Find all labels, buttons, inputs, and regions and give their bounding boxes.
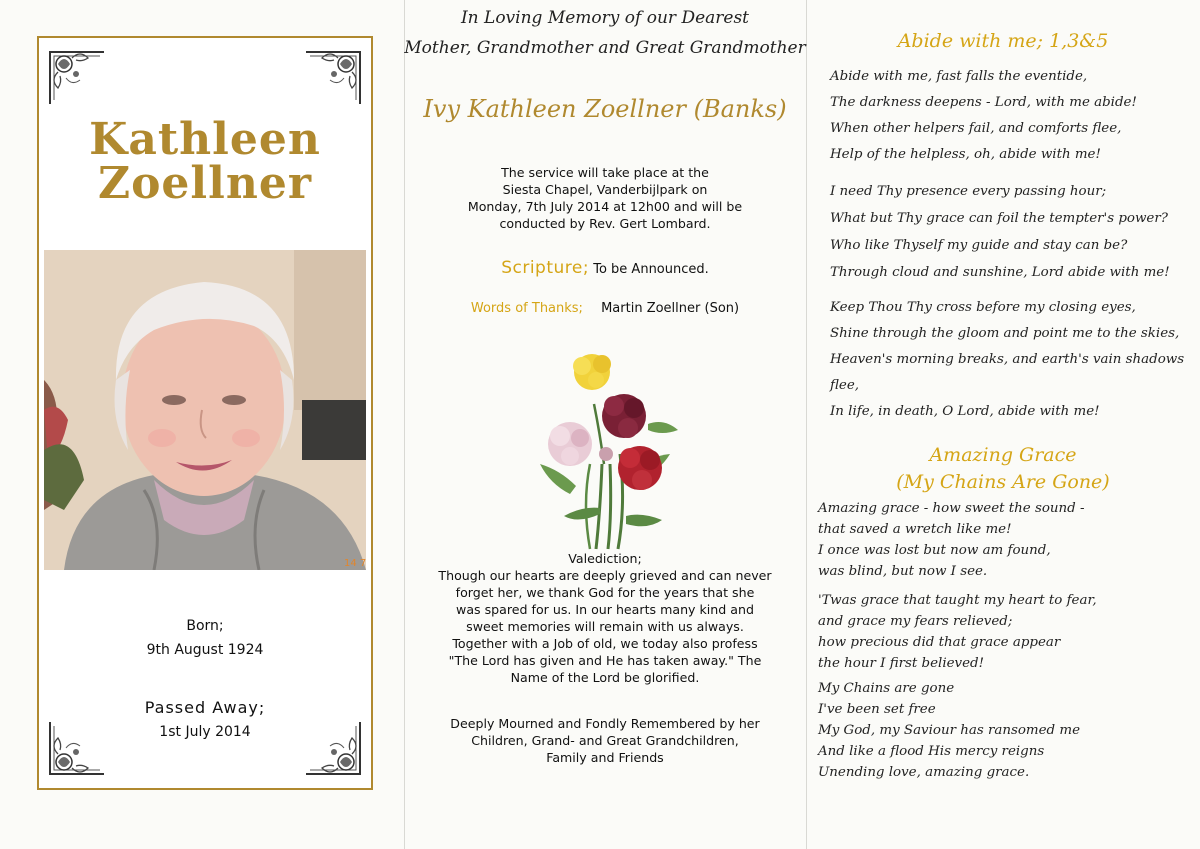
flower-bouquet-icon xyxy=(530,344,690,554)
words-of-thanks-label: Words of Thanks; xyxy=(470,301,583,316)
hymn-line: the hour I first believed! xyxy=(818,656,984,671)
mourned-line: Deeply Mourned and Fondly Remembered by her xyxy=(450,716,760,731)
valediction-line: Name of the Lord be glorified. xyxy=(510,670,700,685)
hymn-grace-verse-1 xyxy=(818,498,1178,582)
corner-ornament-icon xyxy=(46,46,108,108)
valediction-line: was spared for us. In our hearts many kind and xyxy=(456,602,754,617)
scripture-label: Scripture; xyxy=(501,258,590,278)
mourned-line: Family and Friends xyxy=(546,750,664,765)
hymn-line: My God, my Saviour has ransomed me xyxy=(818,723,1080,738)
hymn-line: was blind, but now I see. xyxy=(818,564,988,579)
hymn-line: Unending love, amazing grace. xyxy=(818,765,1030,780)
hymn-line: flee, xyxy=(830,378,860,393)
hymn-line: Heaven's morning breaks, and earth's vain shadows xyxy=(830,352,1185,367)
hymn-line: and grace my fears relieved; xyxy=(818,614,1013,629)
cover-panel xyxy=(0,0,404,849)
service-line: The service will take place at the xyxy=(501,165,709,180)
words-of-thanks-value: Martin Zoellner (Son) xyxy=(601,301,740,316)
valediction-line: forget her, we thank God for the years that she xyxy=(455,585,755,600)
service-line: conducted by Rev. Gert Lombard. xyxy=(499,216,711,231)
passed-away-label: Passed Away; xyxy=(144,698,266,717)
valediction-block xyxy=(418,550,792,686)
corner-ornament-icon xyxy=(302,46,364,108)
hymn-grace-verse-2 xyxy=(818,590,1178,674)
hymn-abide-title: Abide with me; 1,3&5 xyxy=(897,30,1109,52)
hymn-title-line: Amazing Grace xyxy=(929,444,1077,466)
hymn-grace-verse-3 xyxy=(818,678,1178,783)
service-line: Siesta Chapel, Vanderbijlpark on xyxy=(502,182,708,197)
portrait-photo xyxy=(44,250,366,570)
hymn-line: I need Thy presence every passing hour; xyxy=(830,184,1107,199)
hymn-line: I once was lost but now am found, xyxy=(818,543,1051,558)
hymn-line: Keep Thou Thy cross before my closing eyes, xyxy=(830,300,1136,315)
service-line: Monday, 7th July 2014 at 12h00 and will be xyxy=(467,199,743,214)
hymn-line: In life, in death, O Lord, abide with me! xyxy=(830,404,1100,419)
hymn-line: I've been set free xyxy=(818,702,936,717)
valediction-line: "The Lord has given and He has taken away." The xyxy=(448,653,762,668)
hymn-abide-verse-2 xyxy=(830,178,1190,286)
words-of-thanks-row xyxy=(418,300,792,317)
hymn-amazing-grace-title xyxy=(806,442,1200,496)
hymn-line: What but Thy grace can foil the tempter's power? xyxy=(830,211,1168,226)
hymn-line: Amazing grace - how sweet the sound - xyxy=(818,501,1085,516)
photo-date-stamp: 14 7 xyxy=(344,558,366,569)
memory-heading-line2: Mother, Grandmother and Great Grandmother xyxy=(404,38,806,58)
born-label: Born; xyxy=(186,618,224,634)
cover-last-name: Zoellner xyxy=(97,158,313,209)
hymn-line: Shine through the gloom and point me to the skies, xyxy=(830,326,1180,341)
hymn-line: Abide with me, fast falls the eventide, xyxy=(830,69,1088,84)
hymn-line: Through cloud and sunshine, Lord abide with me! xyxy=(830,265,1170,280)
hymn-line: And like a flood His mercy reigns xyxy=(818,744,1045,759)
hymn-line: 'Twas grace that taught my heart to fear, xyxy=(818,593,1097,608)
deceased-full-name: Ivy Kathleen Zoellner (Banks) xyxy=(423,95,787,123)
hymns-panel xyxy=(806,0,1200,849)
cover-first-name: Kathleen xyxy=(89,114,321,165)
valediction-line: sweet memories will remain with us always. xyxy=(466,619,744,634)
hymn-line: that saved a wretch like me! xyxy=(818,522,1012,537)
hymn-abide-verse-1 xyxy=(830,64,1190,168)
hymn-line: My Chains are gone xyxy=(818,681,955,696)
hymn-line: Help of the helpless, oh, abide with me! xyxy=(830,147,1101,162)
scripture-value: To be Announced. xyxy=(593,262,709,277)
hymn-abide-verse-3 xyxy=(830,295,1190,425)
service-details xyxy=(418,164,792,232)
mourned-line: Children, Grand- and Great Grandchildren, xyxy=(471,733,739,748)
passed-away-date: 1st July 2014 xyxy=(159,724,251,740)
hymn-line: Who like Thyself my guide and stay can be? xyxy=(830,238,1128,253)
hymn-line: When other helpers fail, and comforts flee, xyxy=(830,121,1122,136)
valediction-line: Together with a Job of old, we today also profess xyxy=(452,636,758,651)
hymn-title-line: (My Chains Are Gone) xyxy=(896,471,1110,493)
mourned-block xyxy=(418,715,792,766)
hymn-line: The darkness deepens - Lord, with me abide! xyxy=(830,95,1137,110)
hymn-line: how precious did that grace appear xyxy=(818,635,1061,650)
valediction-line: Though our hearts are deeply grieved and can never xyxy=(438,568,772,583)
memory-heading-line1: In Loving Memory of our Dearest xyxy=(460,8,750,28)
born-date: 9th August 1924 xyxy=(146,642,264,658)
scripture-row xyxy=(418,260,792,278)
valediction-title: Valediction; xyxy=(568,551,642,566)
